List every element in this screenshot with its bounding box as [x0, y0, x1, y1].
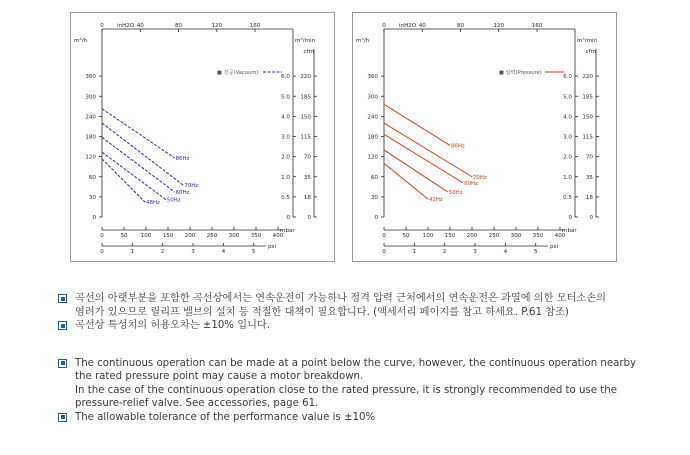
bottom-axis-tick-label: 100 — [140, 233, 152, 239]
right-outer-axis-tick-label: 115 — [582, 134, 593, 141]
top-axis-tick-label: 120 — [493, 23, 505, 29]
left-axis-tick-label: 60 — [88, 174, 96, 181]
note-bullet-icon — [58, 294, 67, 303]
psi-axis-tick-label: 5 — [251, 249, 256, 255]
right-inner-axis-tick-label: 4.0 — [563, 114, 572, 121]
right-outer-axis-tick-label: 150 — [300, 114, 311, 121]
right-inner-axis-tick-label: 3.0 — [563, 134, 572, 141]
left-axis-tick-label: 120 — [85, 154, 96, 161]
note-bullet-icon — [58, 359, 67, 368]
bottom-axis-tick-label: 300 — [510, 233, 522, 239]
right-inner-axis-tick-label: 5.0 — [281, 94, 290, 101]
right-inner-axis-tick-label: 4.0 — [281, 114, 290, 121]
bottom-axis-tick-label: 400 — [272, 233, 284, 239]
note-text: In the case of the continuous operation close to the rated pressure, it is strongly recommended to use the — [75, 384, 618, 396]
legend-label: ■ 진공(Vacuum) — [217, 70, 259, 76]
psi-axis-tick-label: 2 — [160, 249, 165, 255]
right-outer-axis-tick-label: 35 — [585, 174, 593, 181]
left-axis-tick-label: 30 — [370, 194, 378, 201]
psi-axis-tick-label: 1 — [130, 249, 135, 255]
bottom-axis-tick-label: 0 — [100, 233, 104, 239]
right-inner-axis-tick-label: 0 — [568, 215, 572, 221]
note-bullet-icon — [58, 321, 67, 330]
left-axis-tick-label: 60 — [370, 174, 378, 181]
right-outer-axis-tick-label: 0 — [589, 215, 593, 221]
bottom-axis-tick-label: 50 — [120, 233, 128, 239]
top-axis-unit: inH2O — [117, 23, 135, 29]
series-label-50hz: 50Hz — [448, 189, 463, 196]
psi-axis-tick-label: 0 — [382, 249, 386, 255]
right-inner-axis-tick-label: 0 — [286, 215, 290, 221]
right-outer-axis-tick-label: 0 — [307, 215, 311, 221]
series-label-50hz: 50Hz — [166, 197, 181, 204]
bottom-axis-tick-label: 200 — [466, 233, 478, 239]
top-axis-unit: inH2O — [399, 23, 417, 29]
notes — [58, 292, 668, 424]
series-label-42hz: 42Hz — [429, 197, 443, 204]
bottom-axis-tick-label: 250 — [488, 233, 500, 239]
psi-axis-tick-label: 3 — [473, 249, 477, 255]
psi-axis-tick-label: 1 — [412, 249, 417, 255]
note-bullet-icon — [58, 413, 67, 422]
right-outer-axis-tick-label: 220 — [300, 74, 311, 81]
series-line-86hz — [384, 104, 450, 145]
note-text: The allowable tolerance of the performance value is ±10% — [75, 411, 376, 423]
right-outer-axis-tick-label: 70 — [585, 154, 593, 161]
right-inner-axis-tick-label: 2.0 — [281, 154, 290, 161]
right-outer-axis-tick-label: 185 — [582, 94, 593, 101]
right-outer-axis-tick-label: 18 — [585, 194, 593, 201]
legend-label: ■ 압력(Pressure) — [499, 70, 542, 76]
psi-axis-tick-label: 0 — [100, 249, 104, 255]
left-axis-tick-label: 240 — [367, 114, 378, 121]
psi-axis-tick-label: 4 — [221, 249, 226, 255]
left-axis-tick-label: 300 — [367, 94, 378, 101]
right-inner-axis-tick-label: 2.0 — [563, 154, 572, 161]
note-text: the rated pressure point may cause a motor breakdown. — [75, 371, 364, 382]
note-kr-tolerance — [58, 319, 668, 333]
vacuum-chart-panel — [70, 12, 335, 262]
note-text: 염려가 있으므로 릴리프 밸브의 설치 등 적절한 대책이 필요합니다. (액세서리 페이지를 참고 하세요. P.61 참조) — [75, 306, 569, 318]
right-outer-axis-tick-label: 150 — [582, 114, 593, 121]
series-label-48hz: 48Hz — [146, 200, 160, 207]
top-axis-tick-label: 160 — [531, 23, 543, 29]
right-outer-axis-tick-label: 70 — [303, 154, 311, 161]
top-axis-tick-label: 40 — [418, 23, 426, 29]
series-line-70hz — [384, 123, 472, 177]
top-axis-tick-label: 80 — [456, 23, 465, 29]
psi-axis-unit: psi — [550, 244, 559, 250]
note-text: 곡선상 특성치의 허용오차는 ±10% 입니다. — [75, 320, 270, 331]
note-text: 곡선의 아랫부분을 포함한 곡선상에서는 연속운전이 가능하나 정격 압력 근처에서의 연속운전은 과열에 의한 모터소손의 — [75, 293, 606, 304]
bottom-axis-unit: mbar — [562, 228, 577, 234]
left-axis-tick-label: 0 — [92, 215, 96, 221]
right-outer-axis-tick-label: 35 — [303, 174, 311, 181]
bottom-axis-tick-label: 300 — [228, 233, 240, 239]
right-inner-axis-tick-label: 6.0 — [563, 74, 572, 81]
left-axis-tick-label: 300 — [85, 94, 96, 101]
left-axis-tick-label: 0 — [374, 215, 378, 221]
series-line-70hz — [102, 123, 183, 185]
left-axis-unit: m³/h — [74, 38, 88, 44]
psi-axis-tick-label: 2 — [442, 249, 447, 255]
series-label-70hz: 70Hz — [184, 183, 199, 190]
right-inner-axis-unit: m³/min — [295, 38, 316, 44]
top-axis-tick-label: 80 — [174, 23, 183, 29]
series-label-60hz: 60Hz — [175, 189, 190, 196]
note-kr-continuous — [58, 292, 668, 319]
series-label-70hz: 70Hz — [473, 174, 487, 181]
psi-axis-tick-label: 4 — [503, 249, 508, 255]
right-inner-axis-tick-label: 6.0 — [281, 74, 290, 81]
bottom-axis-tick-label: 250 — [206, 233, 218, 239]
left-axis-tick-label: 360 — [367, 74, 378, 81]
bottom-axis-tick-label: 150 — [444, 233, 456, 239]
right-outer-axis-unit: cfm — [585, 49, 596, 55]
bottom-axis-tick-label: 0 — [382, 233, 386, 239]
left-axis-tick-label: 240 — [85, 114, 96, 121]
series-line-42hz — [384, 163, 428, 199]
top-axis-tick-label: 0 — [100, 23, 104, 29]
right-outer-axis-tick-label: 185 — [300, 94, 311, 101]
bottom-axis-unit: mbar — [280, 228, 295, 234]
left-axis-tick-label: 360 — [85, 74, 96, 81]
top-axis-tick-label: 0 — [382, 23, 386, 29]
bottom-axis-tick-label: 400 — [554, 233, 566, 239]
right-inner-axis-tick-label: 3.0 — [281, 134, 290, 141]
series-label-60hz: 60Hz — [464, 181, 478, 188]
vacuum-chart — [71, 13, 334, 261]
right-inner-axis-tick-label: 1.0 — [563, 174, 572, 181]
left-axis-tick-label: 30 — [88, 194, 96, 201]
note-en-tolerance — [58, 411, 668, 425]
psi-axis-tick-label: 5 — [533, 249, 538, 255]
left-axis-tick-label: 180 — [85, 134, 96, 141]
left-axis-unit: m³/h — [356, 38, 370, 44]
top-axis-tick-label: 120 — [211, 23, 223, 29]
right-inner-axis-tick-label: 1.0 — [281, 174, 290, 181]
left-axis-tick-label: 120 — [367, 154, 378, 161]
bottom-axis-tick-label: 350 — [532, 233, 544, 239]
bottom-axis-tick-label: 100 — [422, 233, 434, 239]
pressure-chart-panel — [352, 12, 617, 262]
right-outer-axis-unit: cfm — [303, 49, 314, 55]
series-line-50hz — [102, 152, 166, 199]
right-inner-axis-unit: m³/min — [577, 38, 598, 44]
top-axis-tick-label: 40 — [136, 23, 144, 29]
right-inner-axis-tick-label: 0.5 — [281, 194, 290, 201]
right-inner-axis-tick-label: 0.5 — [563, 194, 572, 201]
bottom-axis-tick-label: 150 — [162, 233, 174, 239]
psi-axis-unit: psi — [268, 244, 277, 250]
note-text: pressure-relief valve. See accessories, page 61. — [75, 398, 319, 409]
psi-axis-tick-label: 3 — [191, 249, 195, 255]
right-outer-axis-tick-label: 220 — [582, 74, 593, 81]
bottom-axis-tick-label: 50 — [402, 233, 410, 239]
top-axis-tick-label: 160 — [249, 23, 261, 29]
right-outer-axis-tick-label: 18 — [303, 194, 311, 201]
bottom-axis-tick-label: 200 — [184, 233, 196, 239]
right-outer-axis-tick-label: 115 — [300, 134, 311, 141]
series-label-86hz: 86Hz — [175, 155, 190, 162]
right-inner-axis-tick-label: 5.0 — [563, 94, 572, 101]
series-label-86hz: 86Hz — [451, 143, 465, 150]
pressure-chart — [353, 13, 616, 261]
bottom-axis-tick-label: 350 — [250, 233, 262, 239]
series-line-60hz — [102, 137, 175, 192]
left-axis-tick-label: 180 — [367, 134, 378, 141]
note-en-continuous — [58, 357, 668, 411]
note-text: The continuous operation can be made at a point below the curve, however, the continuous operation nearby — [75, 357, 637, 369]
